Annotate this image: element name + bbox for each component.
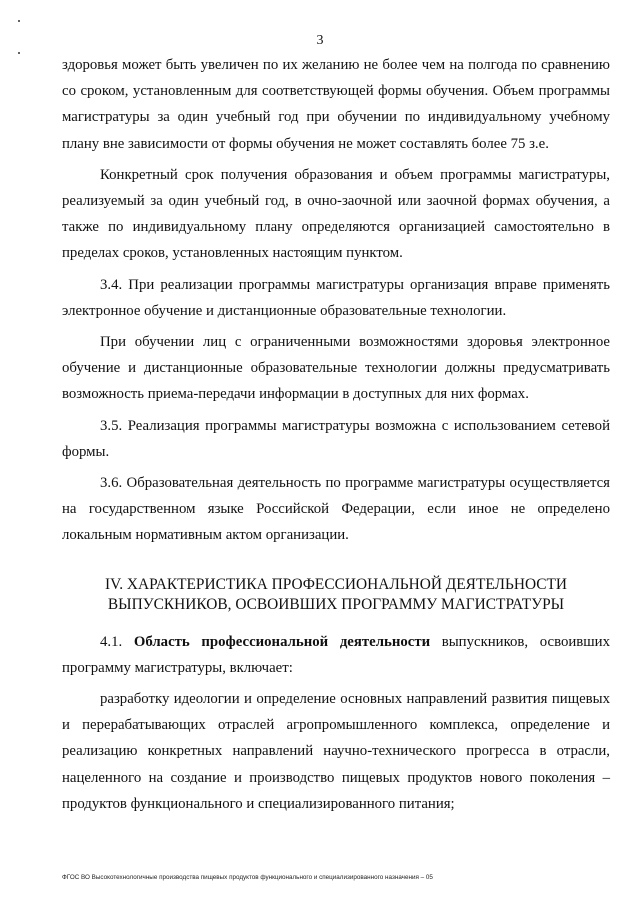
paragraph-ideology: разработку идеологии и определение основных направлений развития пищевых и перерабатывающих отраслей агропромышленного комплекса, определение и реализацию конкретных направлений научно-технического прогресса в отрасли, нацеленного на создание и производство пищевых продуктов нового поколения – продуктов функционального и специализированного питания; <box>62 691 610 812</box>
scan-speck <box>18 20 20 22</box>
paragraph-3-6: 3.6. Образовательная деятельность по программе магистратуры осуществляется на государственном языке Российской Федерации, если иное не определено локальным нормативным актом организации. <box>62 475 610 544</box>
body-text <box>62 52 610 822</box>
page-number: 3 <box>316 33 324 48</box>
paragraph-duration: Конкретный срок получения образования и объем программы магистратуры, реализуемый за один учебный год, в очно-заочной или заочной формах обучения, а также по индивидуальному плану определяются организацией самостоятельно в пределах сроков, установленных настоящим пунктом. <box>62 166 610 262</box>
section-heading <box>62 575 610 615</box>
heading-line-1: IV. ХАРАКТЕРИСТИКА ПРОФЕССИОНАЛЬНОЙ ДЕЯТЕЛЬНОСТИ <box>104 575 568 593</box>
paragraph-3-4: 3.4. При реализации программы магистратуры организация вправе применять электронное обучение и дистанционные образовательные технологии. <box>62 276 610 319</box>
paragraph-continuation: здоровья может быть увеличен по их желанию не более чем на полгода по сравнению со сроком, установленным для соответствующей формы обучения. Объем программы магистратуры за один учебный год при обучении по индивидуальному учебному плану вне зависимости от формы обучения не может составлять более 75 з.е. <box>62 57 610 152</box>
paragraph-disabilities: При обучении лиц с ограниченными возможностями здоровья электронное обучение и дистанционные образовательные технологии должны предусматривать возможность приема-передачи информации в доступных для них формах. <box>62 334 610 403</box>
page-footer: ФГОС ВО Высокотехнологичные производства пищевых продуктов функционального и специализированного назначения – 05 <box>62 874 433 881</box>
bold-term: Область профессиональной деятельности <box>133 633 431 650</box>
paragraph-4-1 <box>62 629 610 681</box>
clause-number: 4.1. <box>100 633 134 650</box>
paragraph-3-5: 3.5. Реализация программы магистратуры возможна с использованием сетевой формы. <box>62 417 610 460</box>
clause-rest: выпускников, освоивших программу магистратуры, включает: <box>62 633 610 676</box>
heading-line-2: ВЫПУСКНИКОВ, ОСВОИВШИХ ПРОГРАММУ МАГИСТРАТУРЫ <box>107 595 565 613</box>
scan-speck <box>18 52 20 54</box>
